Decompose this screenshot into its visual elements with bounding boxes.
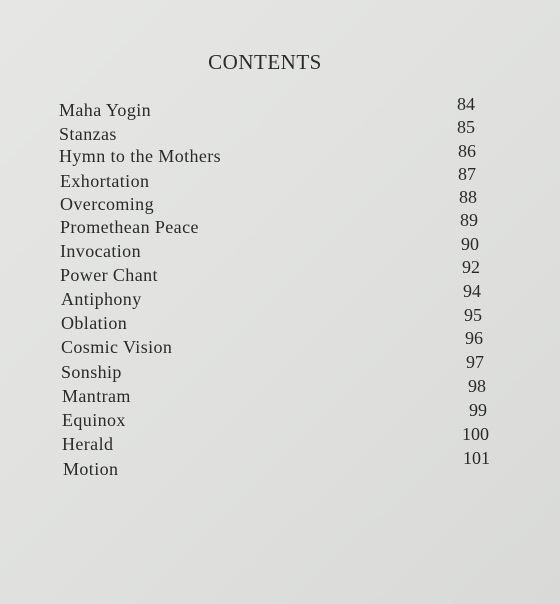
contents-heading: CONTENTS bbox=[208, 50, 322, 74]
toc-title: Overcoming bbox=[60, 194, 154, 214]
toc-title: Hymn to the Mothers bbox=[59, 146, 222, 166]
toc-page-number: 99 bbox=[469, 400, 487, 420]
toc-page-number: 92 bbox=[462, 257, 480, 277]
toc-page-number: 98 bbox=[468, 376, 486, 396]
toc-page-number: 88 bbox=[459, 187, 477, 207]
toc-title: Motion bbox=[63, 459, 119, 479]
toc-page-number: 86 bbox=[458, 141, 476, 161]
toc-title: Maha Yogin bbox=[59, 100, 152, 120]
toc-page-number: 95 bbox=[464, 305, 482, 325]
toc-title: Mantram bbox=[62, 386, 131, 406]
toc-title: Invocation bbox=[60, 241, 141, 261]
toc-page-number: 94 bbox=[463, 281, 481, 301]
toc-page-number: 84 bbox=[457, 94, 475, 114]
toc-title: Sonship bbox=[61, 362, 122, 382]
toc-title: Equinox bbox=[62, 410, 126, 430]
toc-title: Promethean Peace bbox=[60, 217, 199, 237]
toc-page-number: 100 bbox=[462, 424, 489, 444]
toc-page-number: 87 bbox=[458, 164, 476, 184]
toc-page-number: 97 bbox=[466, 352, 484, 372]
toc-page-number: 89 bbox=[460, 210, 478, 230]
toc-title: Antiphony bbox=[61, 289, 142, 309]
toc-page-number: 101 bbox=[463, 448, 490, 468]
toc-title: Power Chant bbox=[60, 265, 158, 285]
toc-page-number: 90 bbox=[461, 234, 479, 254]
toc-title: Oblation bbox=[61, 313, 128, 333]
toc-title: Exhortation bbox=[60, 171, 150, 191]
toc-title: Herald bbox=[62, 434, 114, 454]
toc-title: Stanzas bbox=[59, 124, 117, 144]
toc-page-number: 85 bbox=[457, 117, 475, 137]
toc-title: Cosmic Vision bbox=[61, 337, 173, 357]
toc-page-number: 96 bbox=[465, 328, 483, 348]
